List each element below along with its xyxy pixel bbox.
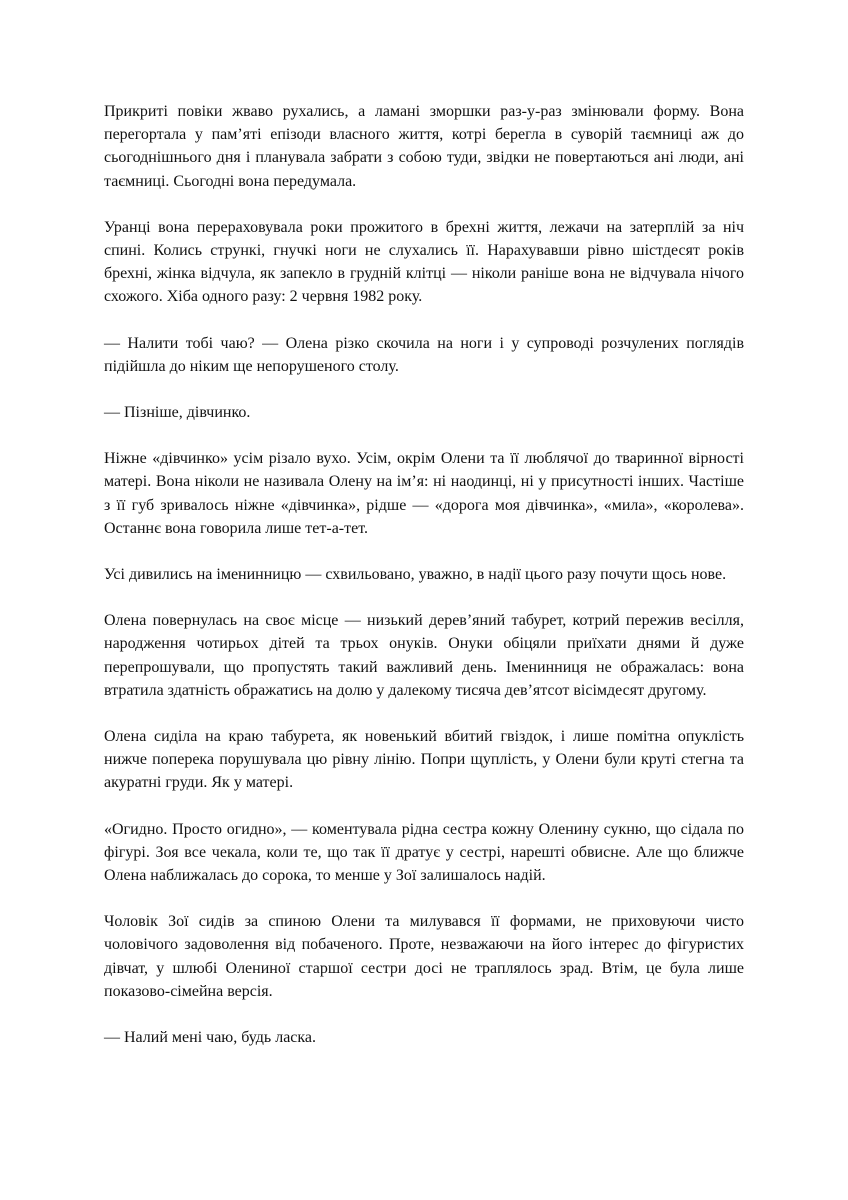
paragraph: Чоловік Зої сидів за спиною Олени та милувався її формами, не приховуючи чисто чоловічого задоволення від побаченого. Проте, незважаючи на його інтерес до фігуристих дівчат, у шлюбі Олениної старшої сестри досі не траплялось зрад. Втім, це була лише показово-сімейна версія. [104,913,744,1000]
document-page [104,100,744,1072]
paragraph: Олена повернулась на своє місце — низький дерев’яний табурет, котрий пережив весілля, народження чотирьох дітей та трьох онуків. Онуки обіцяли приїхати днями й дуже перепрошували, що пропустять такий важливий день. Іменинниця не ображалась: вона втратила здатність ображатись на долю у далекому тисяча дев’ятсот вісімдесят другому. [104,612,744,699]
paragraph: — Налий мені чаю, будь ласка. [104,1029,317,1047]
paragraph: Олена сиділа на краю табурета, як новенький вбитий гвіздок, і лише помітна опуклість нижче поперека порушувала цю рівну лінію. Попри щуплість, у Олени були круті стегна та акуратні груди. Як у матері. [104,728,744,792]
paragraph: — Налити тобі чаю? — Олена різко скочила на ноги і у супроводі розчулених поглядів підійшла до ніким ще непорушеного столу. [104,334,744,375]
paragraph: — Пізніше, дівчинко. [104,404,251,422]
paragraph: «Огидно. Просто огидно», — коментувала рідна сестра кожну Оленину сукню, що сідала по фігурі. Зоя все чекала, коли те, що так її дратує у сестрі, нарешті обвисне. Але що ближче Олена наближалась до сорока, то менше у Зої залишалось надій. [104,820,744,885]
paragraph: Прикриті повіки жваво рухались, а ламані зморшки раз-у-раз змінювали форму. Вона перегортала у пам’яті епізоди власного життя, котрі берегла в суворій таємниці аж до сьогоднішнього дня і планувала забрати з собою туди, звідки не повертаються ані люди, ані таємниці. Сьогодні вона передумала. [104,103,744,190]
paragraph: Ніжне «дівчинко» усім різало вухо. Усім, окрім Олени та її люблячої до тваринної вірності матері. Вона ніколи не називала Олену на ім’я: ні наодинці, ні у присутності інших. Частіше з її губ зривалось ніжне «дівчинка», рідше — «дорога моя дівчинка», «мила», «королева». Останнє вона говорила лише тет-а-тет. [104,450,744,537]
paragraph: Уранці вона перераховувала роки прожитого в брехні життя, лежачи на затерплій за ніч спині. Колись стрункі, гнучкі ноги не слухались її. Нарахувавши рівно шістдесят років брехні, жінка відчула, як запекло в грудній клітці — ніколи раніше вона не відчувала нічого схожого. Хіба одного разу: 2 червня 1982 року. [104,218,744,306]
paragraph: Усі дивились на іменинницю — схвильовано, уважно, в надії цього разу почути щось нове. [104,566,727,584]
